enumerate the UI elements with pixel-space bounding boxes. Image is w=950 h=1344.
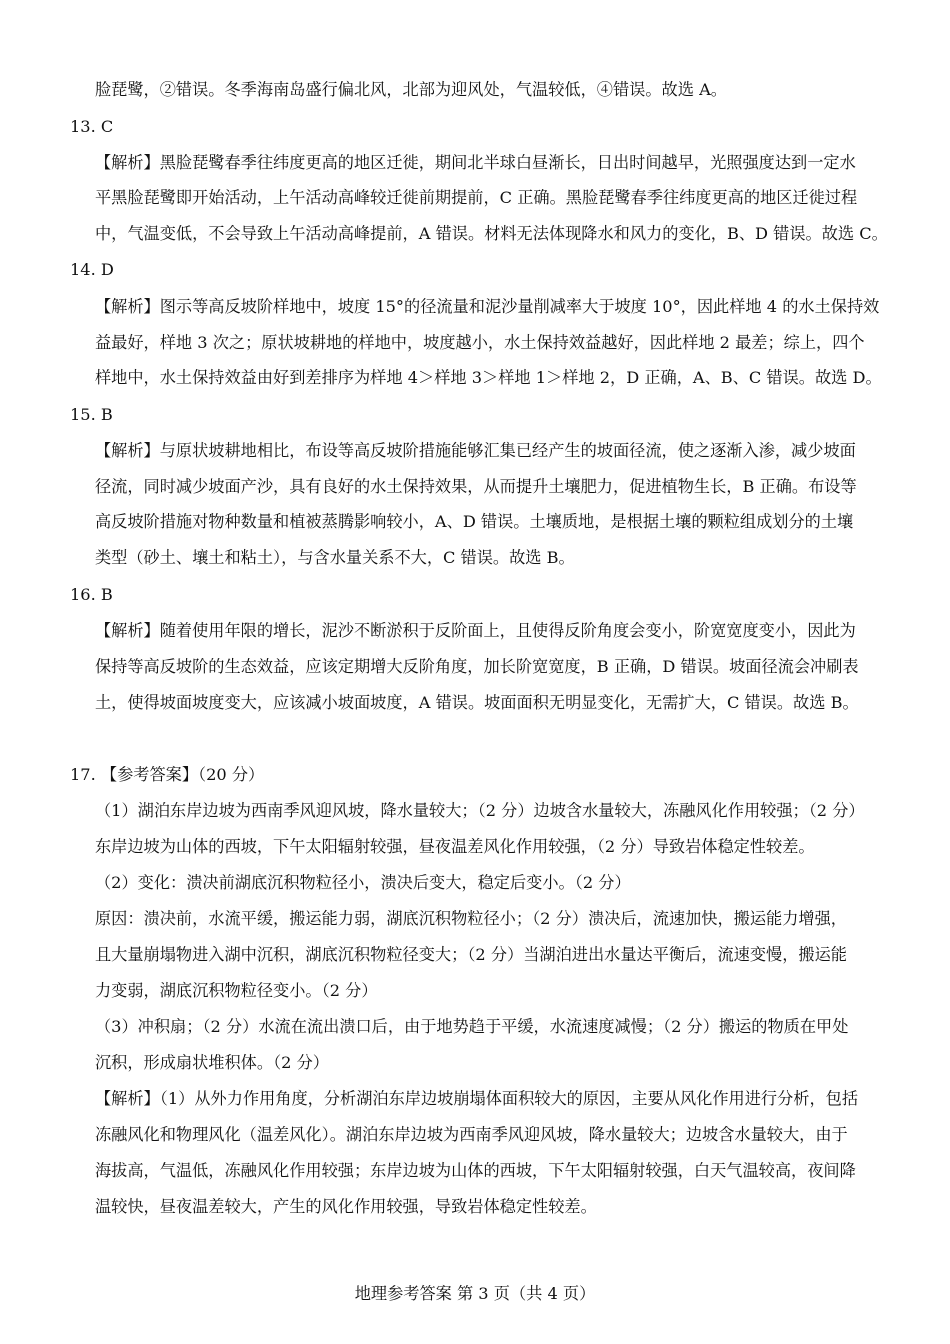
text-line: 脸琵鹭，②错误。冬季海南岛盛行偏北风，北部为迎风处，气温较低，④错误。故选 A。 [95, 80, 727, 99]
page-footer: 地理参考答案 第 3 页（共 4 页） [354, 1284, 596, 1303]
text-line: （1）湖泊东岸边坡为西南季风迎风坡，降水量较大；（2 分）边坡含水量较大，冻融风化作用较强；（2 分） [95, 801, 865, 820]
text-line: 沉积，形成扇状堆积体。（2 分） [95, 1053, 329, 1072]
text-line: 东岸边坡为山体的西坡，下午太阳辐射较强，昼夜温差风化作用较强，（2 分）导致岩体稳定性较差。 [95, 837, 815, 856]
question-number: 15. B [70, 405, 113, 424]
text-line: （3）冲积扇；（2 分）水流在流出溃口后，由于地势趋于平缓，水流速度减慢；（2 分）搬运的物质在甲处 [95, 1017, 849, 1036]
text-line: 益最好，样地 3 次之；原状坡耕地的样地中，坡度越小，水土保持效益越好，因此样地 2 最差；综上，四个 [95, 333, 865, 352]
text-line: 且大量崩塌物进入湖中沉积，湖底沉积物粒径变大；（2 分）当湖泊进出水量达平衡后，流速变慢，搬运能 [95, 945, 847, 964]
text-line: 平黑脸琵鹭即开始活动，上午活动高峰较迁徙前期提前，C 正确。黑脸琵鹭春季往纬度更高的地区迁徙过程 [95, 188, 858, 207]
text-line: 温较快，昼夜温差较大，产生的风化作用较强，导致岩体稳定性较差。 [95, 1197, 597, 1216]
text-line: 径流，同时减少坡面产沙，具有良好的水土保持效果，从而提升土壤肥力，促进植物生长，B 正确。布设等 [95, 477, 857, 496]
text-line: 样地中，水土保持效益由好到差排序为样地 4＞样地 3＞样地 1＞样地 2，D 正确，A、B、C 错误。故选 D。 [95, 368, 882, 387]
text-line: 力变弱，湖底沉积物粒径变小。（2 分） [95, 981, 378, 1000]
question-number: 17. 【参考答案】（20 分） [70, 765, 265, 784]
question-number: 14. D [70, 260, 114, 279]
text-line: 冻融风化和物理风化（温差风化）。湖泊东岸边坡为西南季风迎风坡，降水量较大；边坡含水量较大，由于 [95, 1125, 848, 1144]
question-number: 16. B [70, 585, 113, 604]
text-line: 【解析】随着使用年限的增长，泥沙不断淤积于反阶面上，且使得反阶角度会变小，阶宽宽度变小，因此为 [95, 621, 856, 640]
text-line: 土，使得坡面坡度变大，应该减小坡面坡度，A 错误。坡面面积无明显变化，无需扩大，C 错误。故选 B。 [95, 693, 859, 712]
text-line: 类型（砂土、壤土和粘土），与含水量关系不大，C 错误。故选 B。 [95, 548, 575, 567]
text-line: 中，气温变低，不会导致上午活动高峰提前，A 错误。材料无法体现降水和风力的变化，B、D 错误。故选 C。 [95, 224, 888, 243]
text-line: 【解析】与原状坡耕地相比，布设等高反坡阶措施能够汇集已经产生的坡面径流，使之逐渐入渗，减少坡面 [95, 441, 856, 460]
question-number: 13. C [70, 117, 114, 136]
text-line: 海拔高，气温低，冻融风化作用较强；东岸边坡为山体的西坡，下午太阳辐射较强，白天气温较高，夜间降 [95, 1161, 856, 1180]
text-line: 【解析】黑脸琵鹭春季往纬度更高的地区迁徙，期间北半球白昼渐长，日出时间越早，光照强度达到一定水 [95, 153, 856, 172]
text-line: 【解析】（1）从外力作用角度，分析湖泊东岸边坡崩塌体面积较大的原因，主要从风化作用进行分析，包括 [95, 1089, 859, 1108]
text-line: 保持等高反坡阶的生态效益，应该定期增大反阶角度，加长阶宽宽度，B 正确，D 错误。坡面径流会冲刷表 [95, 657, 859, 676]
text-line: 高反坡阶措施对物种数量和植被蒸腾影响较小，A、D 错误。土壤质地，是根据土壤的颗粒组成划分的土壤 [95, 512, 854, 531]
text-line: 原因：溃决前，水流平缓，搬运能力弱，湖底沉积物粒径小；（2 分）溃决后，流速加快，搬运能力增强， [95, 909, 847, 928]
text-line: 【解析】图示等高反坡阶样地中，坡度 15°的径流量和泥沙量削减率大于坡度 10°，因此样地 4 的水土保持效 [95, 297, 880, 316]
text-line: （2）变化：溃决前湖底沉积物粒径小，溃决后变大，稳定后变小。（2 分） [95, 873, 631, 892]
